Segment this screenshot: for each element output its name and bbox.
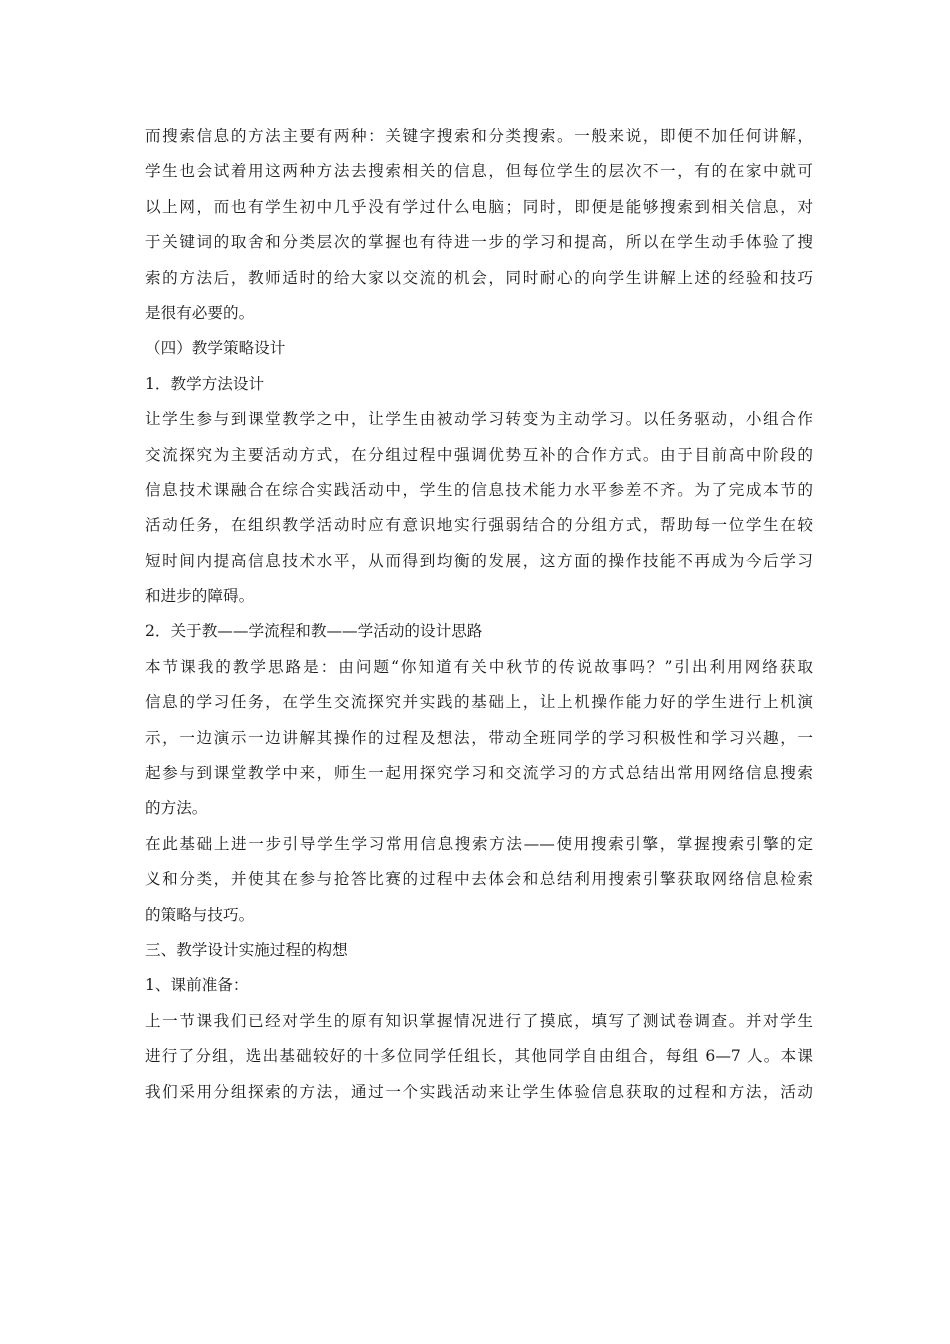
text-line: 1．教学方法设计	[145, 374, 265, 393]
text-line: 让学生参与到课堂教学之中，让学生由被动学习转变为主动学习。以任务驱动，小组合作	[145, 410, 813, 429]
text-line: 短时间内提高信息技术水平，从而得到均衡的发展，这方面的操作技能不再成为今后学习	[145, 551, 813, 570]
text-line: 我们采用分组探索的方法，通过一个实践活动来让学生体验信息获取的过程和方法，活动	[145, 1082, 813, 1101]
text-line: 信息的学习任务，在学生交流探究并实践的基础上，让上机操作能力好的学生进行上机演	[145, 693, 813, 712]
text-line: 学生也会试着用这两种方法去搜索相关的信息，但每位学生的层次不一，有的在家中就可	[145, 162, 813, 181]
text-line: 以上网，而也有学生初中几乎没有学过什么电脑；同时，即便是能够搜索到相关信息，对	[145, 197, 813, 216]
text-line: 索的方法后，教师适时的给大家以交流的机会，同时耐心的向学生讲解上述的经验和技巧	[145, 268, 813, 287]
text-line: 和进步的障碍。	[145, 587, 255, 606]
text-line: 在此基础上进一步引导学生学习常用信息搜索方法——使用搜索引擎，掌握搜索引擎的定	[145, 834, 813, 853]
text-line: 是很有必要的。	[145, 303, 255, 322]
text-line: 交流探究为主要活动方式，在分组过程中强调优势互补的合作方式。由于目前高中阶段的	[145, 445, 813, 464]
text-line: 进行了分组，选出基础较好的十多位同学任组长，其他同学自由组合，每组 6—7 人。本课	[145, 1047, 813, 1066]
text-line: 2．关于教——学流程和教——学活动的设计思路	[145, 622, 483, 641]
text-line: 三、教学设计实施过程的构想	[145, 940, 348, 959]
text-line: 活动任务，在组织教学活动时应有意识地实行强弱结合的分组方式，帮助每一位学生在较	[145, 516, 813, 535]
text-line: 的方法。	[145, 799, 208, 818]
text-line: 上一节课我们已经对学生的原有知识掌握情况进行了摸底，填写了测试卷调查。并对学生	[145, 1011, 813, 1030]
text-line: 1、课前准备：	[145, 976, 249, 995]
text-line: 而搜索信息的方法主要有两种：关键字搜索和分类搜索。一般来说，即便不加任何讲解，	[145, 127, 813, 145]
text-line: 义和分类，并使其在参与抢答比赛的过程中去体会和总结利用搜索引擎获取网络信息检索	[145, 870, 813, 889]
document-body	[145, 119, 813, 1110]
text-line: （四）教学策略设计	[145, 339, 286, 358]
text-line: 起参与到课堂教学中来，师生一起用探究学习和交流学习的方式总结出常用网络信息搜索	[145, 764, 813, 783]
text-line: 于关键词的取舍和分类层次的掌握也有待进一步的学习和提高，所以在学生动手体验了搜	[145, 233, 813, 252]
text-line: 示，一边演示一边讲解其操作的过程及想法，带动全班同学的学习积极性和学习兴趣，一	[145, 728, 813, 747]
text-line: 本节课我的教学思路是：由问题“你知道有关中秋节的传说故事吗？”引出利用网络获取	[145, 657, 813, 676]
text-line: 的策略与技巧。	[145, 905, 255, 924]
text-line: 信息技术课融合在综合实践活动中，学生的信息技术能力水平参差不齐。为了完成本节的	[145, 480, 813, 499]
